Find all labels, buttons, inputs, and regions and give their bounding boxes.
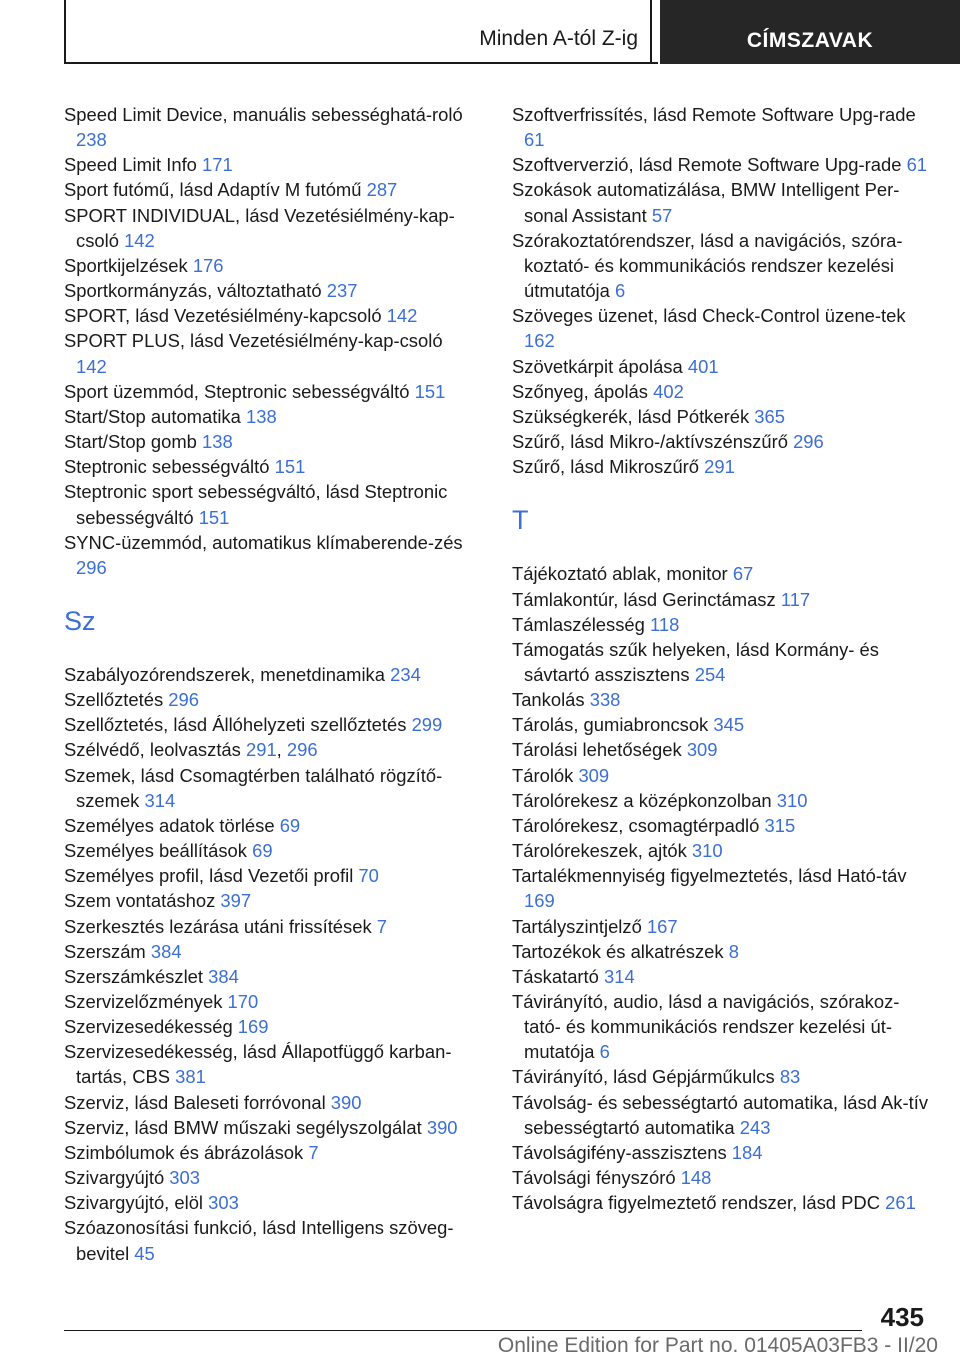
index-entry-text: Szivargyújtó — [64, 1167, 165, 1189]
index-entry — [512, 838, 932, 863]
index-entry — [64, 303, 474, 328]
index-entry-text: Tartalékmennyiség figyelmeztetés, lásd Ható-táv — [512, 865, 907, 887]
index-entry — [64, 964, 474, 989]
page-reference-link[interactable]: 151 — [274, 456, 306, 478]
page-reference-link[interactable]: 142 — [76, 355, 107, 377]
page-reference-link[interactable]: 287 — [366, 179, 398, 201]
index-entry — [512, 379, 932, 404]
page-reference-link[interactable]: 118 — [650, 613, 680, 635]
index-entry — [64, 863, 474, 888]
index-entry — [64, 1140, 474, 1165]
index-entry — [512, 763, 932, 788]
index-entry — [64, 479, 474, 529]
index-entry — [64, 662, 474, 687]
index-entry-text: Távolságifény-asszisztens — [512, 1141, 727, 1163]
index-entry-text: Tárolórekesz a középkonzolban — [512, 789, 772, 811]
index-entry-text: Szükségkerék, lásd Pótkerék — [512, 405, 750, 427]
index-entry: Szélvédő, leolvasztás 291, 296 — [64, 739, 318, 761]
index-entry — [64, 712, 474, 737]
index-entry-text: Szervizesedékesség, lásd Állapotfüggő karban-tartás, CBS — [64, 1041, 452, 1088]
page-reference-link[interactable]: 390 — [330, 1091, 362, 1113]
index-letter-heading: Sz — [64, 605, 96, 636]
index-entry — [512, 637, 932, 687]
page-reference-link[interactable]: 345 — [713, 714, 745, 736]
index-entry-text: Személyes beállítások — [64, 840, 247, 862]
index-entry — [64, 687, 474, 712]
page-reference-link[interactable]: 6 — [615, 280, 626, 302]
page-reference-link[interactable]: 45 — [134, 1242, 155, 1264]
page-reference-link[interactable]: 315 — [764, 814, 796, 836]
page-reference-link[interactable]: 384 — [150, 940, 182, 962]
index-entry-text: Szervizelőzmények — [64, 991, 223, 1012]
index-entry-text: Támlakontúr, lásd Gerinctámasz — [512, 588, 776, 610]
page-reference-link[interactable]: 234 — [390, 663, 421, 685]
index-entry — [64, 379, 474, 404]
index-entry-text: Szervizesedékesség — [64, 1016, 233, 1038]
index-entry — [512, 587, 932, 612]
index-entry — [64, 1039, 474, 1089]
page-reference-link[interactable]: 151 — [198, 506, 230, 528]
page-reference-link[interactable]: 61 — [906, 154, 928, 176]
index-entry — [512, 354, 932, 379]
index-column-left — [64, 102, 474, 1266]
page-reference-link[interactable]: 338 — [589, 689, 621, 711]
index-entry-text: Szóazonosítási funkció, lásd Intelligens szöveg-bevitel — [64, 1217, 454, 1264]
page-reference-link[interactable]: 314 — [604, 965, 635, 987]
index-entry — [512, 1190, 932, 1215]
page-reference-link[interactable]: 310 — [691, 840, 723, 862]
index-entry-text: Szöveges üzenet, lásd Check-Control üzene-tek — [512, 305, 906, 327]
index-entry-text: Szőnyeg, ápolás — [512, 380, 648, 402]
index-entry — [64, 914, 474, 939]
index-entry-text: Szerkesztés lezárása utáni frissítések — [64, 915, 372, 937]
index-entry — [512, 303, 932, 353]
index-entry — [64, 838, 474, 863]
page-reference-link[interactable]: 7 — [308, 1141, 319, 1163]
index-entry-text: Szoftverfrissítés, lásd Remote Software Upg-rade — [512, 104, 916, 125]
page-reference-link[interactable]: 243 — [739, 1116, 771, 1138]
page-reference-link[interactable]: 70 — [358, 865, 379, 887]
index-entry — [512, 404, 932, 429]
index-entry — [64, 1190, 474, 1215]
header-divider-left — [64, 0, 66, 64]
index-entry — [512, 989, 932, 1064]
page-reference-link[interactable]: 7 — [376, 915, 388, 937]
page-reference-link[interactable]: 138 — [202, 431, 233, 453]
index-entry-text: Szimbólumok és ábrázolások — [64, 1141, 304, 1163]
index-entry — [64, 1090, 474, 1115]
index-entry — [512, 712, 932, 737]
page-reference-link[interactable]: 303 — [169, 1167, 200, 1189]
index-entry-text: Speed Limit Info — [64, 154, 197, 176]
page-reference-link[interactable]: 151 — [414, 380, 446, 402]
section-tab: CÍMSZAVAK — [660, 0, 960, 64]
page-reference-link[interactable]: 169 — [237, 1016, 269, 1038]
index-entry — [64, 989, 474, 1014]
index-entry-text: Tárolórekesz, csomagtérpadló — [512, 814, 760, 836]
index-entry-text: SPORT, lásd Vezetésiélmény-kapcsoló — [64, 305, 382, 327]
page-reference-link[interactable]: 142 — [124, 229, 155, 251]
index-entry — [64, 253, 474, 278]
page-reference-link[interactable]: 401 — [687, 355, 719, 377]
index-entry — [512, 687, 932, 712]
index-entry — [64, 278, 474, 303]
header-divider-bottom — [64, 62, 658, 64]
page-reference-link[interactable]: 296 — [793, 431, 824, 453]
index-entry — [512, 863, 932, 913]
index-entry — [64, 813, 474, 838]
index-entry-text: Távirányító, audio, lásd a navigációs, szórakoz-tató- és kommunikációs rendszer kezelési út-mutatója — [512, 991, 900, 1063]
page-reference-link[interactable]: 296 — [168, 689, 199, 711]
index-entry-text: Személyes profil, lásd Vezetői profil — [64, 865, 354, 887]
index-entry-text: Tárolók — [512, 764, 574, 786]
index-entry-text: Szerszám — [64, 940, 146, 962]
page-reference-link[interactable]: 61 — [524, 129, 545, 151]
index-entry — [512, 964, 932, 989]
index-entry-text: Szélvédő, leolvasztás — [64, 739, 241, 761]
page-reference-link[interactable]: 397 — [220, 890, 252, 912]
page-reference-link[interactable]: 117 — [780, 588, 811, 610]
index-entry-text: Tankolás — [512, 689, 585, 711]
index-entry — [512, 788, 932, 813]
header-divider-middle — [650, 0, 652, 64]
page-reference-link[interactable]: 83 — [779, 1066, 801, 1088]
index-entry — [64, 1165, 474, 1190]
page-number: 435 — [880, 1302, 924, 1332]
index-entry — [64, 102, 474, 152]
index-entry — [64, 203, 474, 253]
index-entry-text: Távolsági fényszóró — [512, 1167, 676, 1189]
index-entry-text: Szemek, lásd Csomagtérben található rögzítő-szemek — [64, 764, 443, 811]
index-entry — [512, 1165, 932, 1190]
page-reference-link[interactable]: 291 — [704, 456, 735, 478]
page-reference-link[interactable]: 310 — [776, 789, 808, 811]
page-reference-link[interactable]: 291 — [245, 739, 277, 761]
index-entry — [512, 228, 932, 303]
page-reference-link[interactable]: 57 — [651, 204, 673, 226]
index-entry-text: Távirányító, lásd Gépjárműkulcs — [512, 1066, 775, 1088]
index-entry-text: Szövetkárpit ápolása — [512, 355, 683, 377]
index-entry — [512, 454, 932, 479]
page-reference-link[interactable]: 238 — [76, 129, 107, 151]
index-entry-text: Tartályszintjelző — [512, 915, 642, 937]
index-entry — [512, 1090, 932, 1140]
page-reference-link[interactable]: 176 — [192, 254, 224, 276]
index-entry-text: SPORT INDIVIDUAL, lásd Vezetésiélmény-kap-csoló — [64, 204, 455, 251]
index-entry — [512, 1064, 932, 1089]
index-entry — [64, 530, 474, 580]
page-reference-link[interactable]: 169 — [524, 890, 555, 912]
page-reference-link[interactable]: 384 — [208, 965, 239, 987]
page-reference-link[interactable]: 6 — [599, 1041, 610, 1063]
index-entry — [64, 404, 474, 429]
index-entry-text: Személyes adatok törlése — [64, 814, 275, 836]
index-entry-text: Steptronic sebességváltó — [64, 456, 270, 478]
index-entry — [512, 102, 932, 152]
index-entry-text: Tárolórekeszek, ajtók — [512, 840, 687, 862]
page-reference-link[interactable]: 167 — [646, 915, 678, 937]
index-entry-text: Sport futómű, lásd Adaptív M futómű — [64, 179, 362, 201]
index-entry-text: Távolságra figyelmeztető rendszer, lásd PDC — [512, 1192, 880, 1214]
index-entry-text: Szellőztetés — [64, 689, 164, 711]
page-reference-link[interactable]: 303 — [208, 1192, 239, 1214]
index-entry — [64, 152, 474, 177]
index-entry-text: SPORT PLUS, lásd Vezetésiélmény-kap-csoló — [64, 330, 443, 352]
page-reference-link[interactable]: 69 — [279, 814, 301, 836]
page-reference-link[interactable]: 296 — [286, 739, 318, 761]
index-entry-text: Tárolás, gumiabroncsok — [512, 714, 709, 736]
edition-note: Online Edition for Part no. 01405A03FB3 - II/20 — [497, 1334, 938, 1357]
index-entry-text: Szivargyújtó, elöl — [64, 1192, 204, 1214]
index-entry-text: Szoftververzió, lásd Remote Software Upg-rade — [512, 154, 902, 176]
page-reference-link[interactable]: 314 — [144, 789, 176, 811]
page-reference-link[interactable]: 309 — [686, 739, 718, 761]
index-entry-text: Szerviz, lásd Baleseti forróvonal — [64, 1091, 326, 1113]
index-entry-text: Szokások automatizálása, BMW Intelligent Per-sonal Assistant — [512, 179, 900, 226]
index-entry — [64, 1215, 474, 1265]
page-reference-link[interactable]: 69 — [252, 840, 273, 862]
index-entry-text: Steptronic sport sebességváltó, lásd Steptronic sebességváltó — [64, 481, 448, 528]
page-reference-link[interactable]: 162 — [524, 330, 555, 352]
index-entry-text: Szűrő, lásd Mikro-/aktívszénszűrő — [512, 431, 788, 453]
index-entry-text: Sport üzemmód, Steptronic sebességváltó — [64, 380, 410, 402]
page-reference-link[interactable]: 184 — [731, 1141, 763, 1163]
index-entry — [64, 454, 474, 479]
index-entry — [512, 429, 932, 454]
index-entry — [512, 939, 932, 964]
index-entry-text: Tartozékok és alkatrészek — [512, 940, 724, 962]
index-entry-text: Sportkijelzések — [64, 254, 188, 276]
page-reference-link[interactable]: 299 — [411, 714, 443, 736]
index-entry-text: Szellőztetés, lásd Állóhelyzeti szellőztetés — [64, 714, 407, 736]
index-column-right — [512, 102, 932, 1215]
page-reference-link[interactable]: 309 — [578, 764, 610, 786]
index-entry-text: Táskatartó — [512, 965, 599, 987]
index-entry — [64, 177, 474, 202]
index-entry-text: Szerszámkészlet — [64, 965, 203, 987]
index-entry-text: Támogatás szűk helyeken, lásd Kormány- és sávtartó asszisztens — [512, 638, 879, 685]
index-entry-text: SYNC-üzemmód, automatikus klímaberende-zés — [64, 531, 463, 553]
index-entry — [64, 1115, 474, 1140]
page-reference-link[interactable]: 237 — [326, 280, 358, 302]
index-entry-text: Szerviz, lásd BMW műszaki segélyszolgálat — [64, 1116, 422, 1138]
index-entry — [64, 763, 474, 813]
index-entry-text: Tárolási lehetőségek — [512, 739, 682, 761]
page-reference-link[interactable]: 381 — [175, 1066, 206, 1088]
index-entry-text: Szűrő, lásd Mikroszűrő — [512, 456, 700, 478]
index-entry — [512, 737, 932, 762]
index-entry — [512, 612, 932, 637]
index-entry-text: Távolság- és sebességtartó automatika, lásd Ak-tív sebességtartó automatika — [512, 1091, 929, 1138]
index-entry-text: Start/Stop gomb — [64, 431, 197, 453]
index-entry — [512, 177, 932, 227]
footer-divider — [64, 1330, 862, 1331]
index-entry-text: Szórakoztatórendszer, lásd a navigációs, szóra-koztató- és kommunikációs rendszer kezelési útmutatója — [512, 229, 903, 302]
page-reference-link[interactable]: 296 — [76, 556, 107, 578]
index-entry — [512, 914, 932, 939]
page-reference-link[interactable]: 365 — [754, 405, 785, 427]
index-entry-text: Start/Stop automatika — [64, 405, 241, 427]
page-reference-link[interactable]: 171 — [202, 154, 233, 176]
page-reference-link[interactable]: 170 — [227, 991, 259, 1012]
index-entry — [512, 1140, 932, 1165]
page-reference-link[interactable]: 8 — [728, 940, 739, 962]
index-entry-text: Speed Limit Device, manuális sebességhatá-roló — [64, 104, 463, 125]
index-letter-heading: T — [512, 505, 529, 536]
page-reference-link[interactable]: 67 — [732, 563, 754, 585]
page-reference-link[interactable]: 142 — [386, 305, 418, 327]
index-entry — [64, 328, 474, 378]
index-entry-text: Támlaszélesség — [512, 613, 645, 635]
page-reference-link[interactable]: 261 — [885, 1192, 916, 1214]
page-reference-link[interactable]: 138 — [245, 405, 277, 427]
index-entry-text: Szem vontatáshoz — [64, 890, 216, 912]
page-reference-link[interactable]: 390 — [426, 1116, 458, 1138]
index-entry-text: Sportkormányzás, változtatható — [64, 280, 322, 302]
index-entry — [64, 1014, 474, 1039]
index-entry — [512, 561, 932, 586]
page-reference-link[interactable]: 402 — [653, 380, 684, 402]
index-entry — [512, 813, 932, 838]
index-entry — [64, 939, 474, 964]
index-entry-text: Szabályozórendszerek, menetdinamika — [64, 663, 385, 685]
page-reference-link[interactable]: 148 — [680, 1167, 712, 1189]
chapter-title: Minden A-tól Z-ig — [479, 27, 638, 50]
index-entry — [64, 429, 474, 454]
index-entry — [512, 152, 932, 177]
page-reference-link[interactable]: 254 — [694, 663, 726, 685]
index-entry-text: Tájékoztató ablak, monitor — [512, 563, 728, 585]
index-entry — [64, 888, 474, 913]
